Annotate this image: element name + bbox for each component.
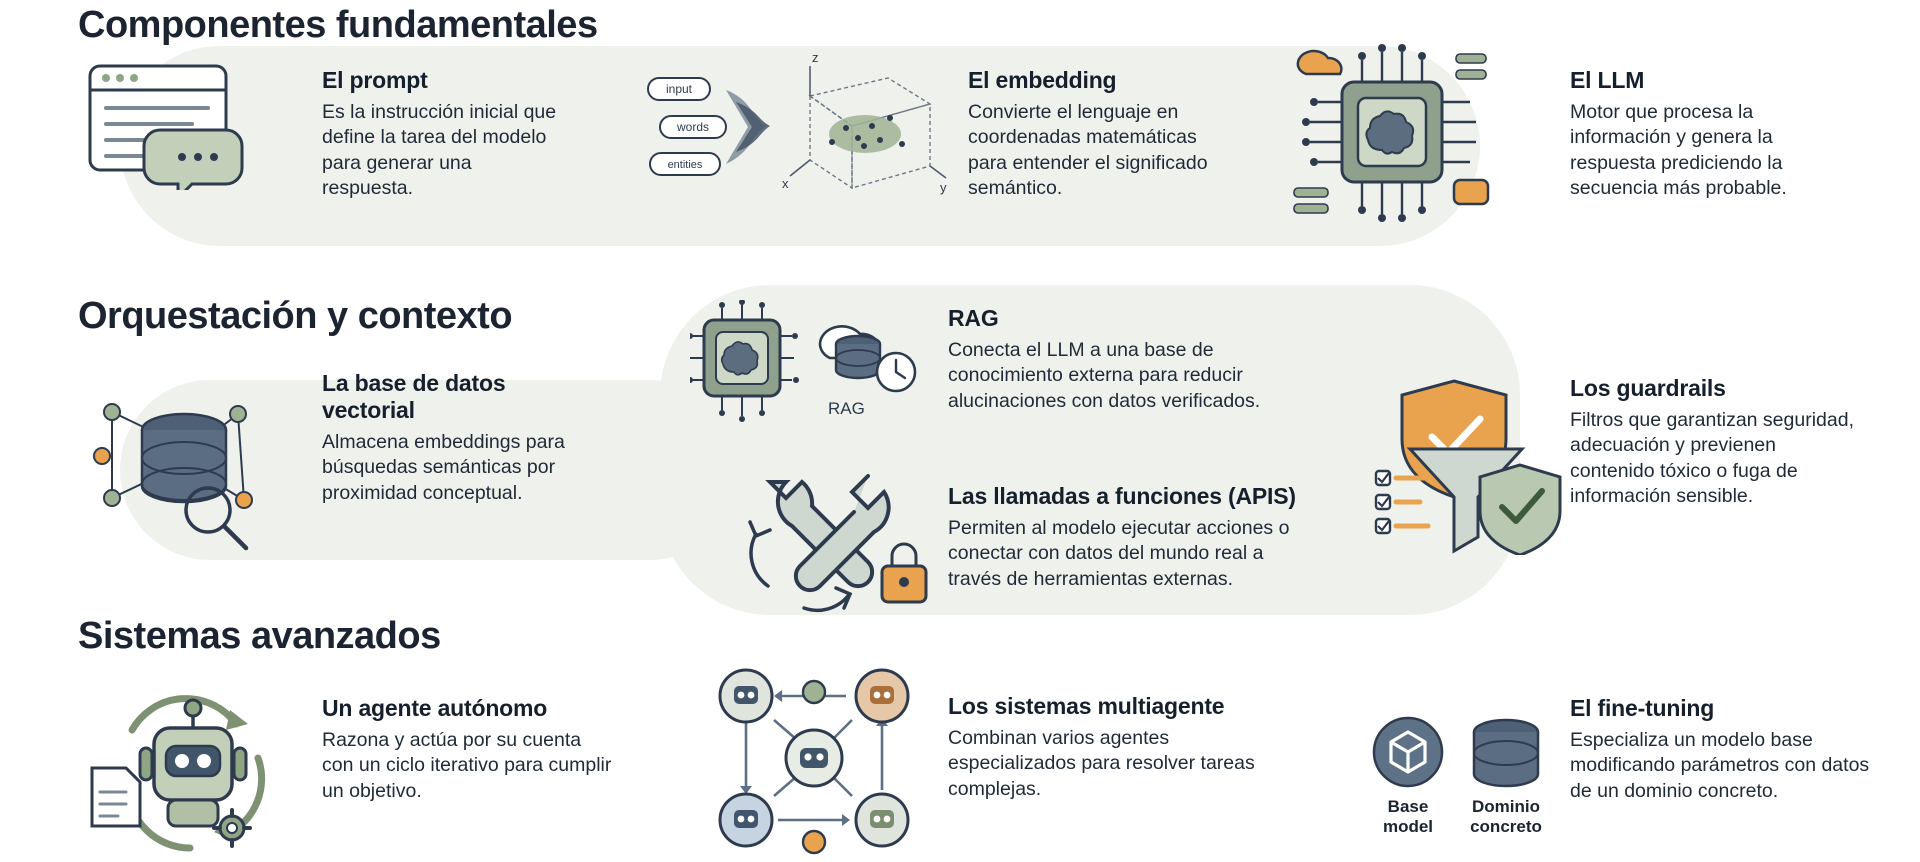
card-title: El embedding bbox=[968, 67, 1117, 93]
card-fine-tuning bbox=[1570, 695, 1870, 804]
card-vector-database bbox=[322, 370, 592, 506]
multiagent-network-icon bbox=[700, 660, 950, 857]
tools-wrench-lock-icon bbox=[740, 468, 950, 618]
card-title: El fine-tuning bbox=[1570, 695, 1715, 721]
card-title: Un agente autónomo bbox=[322, 695, 548, 721]
svg-text:entities: entities bbox=[667, 159, 703, 171]
card-body: Es la instrucción inicial que define la tarea del modelo para generar una respuesta. bbox=[322, 101, 557, 200]
prompt-window-icon bbox=[82, 60, 252, 190]
card-title: La base de datos vectorial bbox=[322, 370, 506, 423]
card-function-calling bbox=[948, 483, 1298, 592]
card-body: Almacena embeddings para búsquedas semánticas por proximidad conceptual. bbox=[322, 431, 565, 504]
card-title: Los guardrails bbox=[1570, 375, 1726, 401]
card-title: RAG bbox=[948, 305, 999, 331]
card-body: Permiten al modelo ejecutar acciones o conectar con datos del mundo real a través de herramientas externas. bbox=[948, 517, 1290, 590]
card-body: Razona y actúa por su cuenta con un ciclo iterativo para cumplir un objetivo. bbox=[322, 729, 612, 802]
svg-text:RAG: RAG bbox=[828, 399, 865, 418]
svg-text:concreto: concreto bbox=[1470, 817, 1542, 836]
section-title-advanced: Sistemas avanzados bbox=[78, 615, 441, 657]
card-multiagent bbox=[948, 693, 1278, 802]
section-title-fundamentals: Componentes fundamentales bbox=[78, 4, 598, 46]
card-llm bbox=[1570, 67, 1835, 201]
card-title: El LLM bbox=[1570, 67, 1645, 93]
svg-text:words: words bbox=[676, 120, 710, 134]
card-embedding bbox=[968, 67, 1228, 201]
svg-text:Base: Base bbox=[1387, 797, 1429, 816]
card-guardrails bbox=[1570, 375, 1860, 509]
svg-text:z: z bbox=[812, 50, 819, 65]
card-body: Conecta el LLM a una base de conocimiento externa para reducir alucinaciones con datos verificados. bbox=[948, 339, 1261, 412]
guardrails-shield-funnel-icon bbox=[1370, 375, 1570, 555]
card-body: Combinan varios agentes especializados para resolver tareas complejas. bbox=[948, 727, 1255, 800]
rag-chip-cloud-icon bbox=[690, 300, 940, 430]
card-title: Los sistemas multiagente bbox=[948, 693, 1225, 719]
svg-text:model: model bbox=[1382, 817, 1434, 836]
card-title: El prompt bbox=[322, 67, 428, 93]
llm-chip-icon bbox=[1278, 30, 1508, 240]
embedding-cube-icon bbox=[640, 48, 960, 208]
card-body: Especializa un modelo base modificando parámetros con datos de un dominio concreto. bbox=[1570, 729, 1870, 802]
svg-text:Dominio: Dominio bbox=[1472, 797, 1540, 816]
svg-text:input: input bbox=[665, 82, 693, 96]
card-body: Convierte el lenguaje en coordenadas matemáticas para entender el significado semántico. bbox=[968, 101, 1208, 200]
fine-tuning-icon bbox=[1358, 700, 1568, 850]
section-title-orchestration: Orquestación y contexto bbox=[78, 295, 513, 337]
card-body: Filtros que garantizan seguridad, adecuación y previenen contenido tóxico o fuga de información sensible. bbox=[1570, 409, 1854, 508]
card-autonomous-agent bbox=[322, 695, 612, 804]
autonomous-agent-robot-icon bbox=[82, 672, 302, 857]
svg-text:x: x bbox=[782, 176, 789, 191]
card-title: Las llamadas a funciones (APIS) bbox=[948, 483, 1296, 509]
svg-text:y: y bbox=[940, 180, 947, 195]
vector-database-icon bbox=[88, 378, 288, 558]
card-rag bbox=[948, 305, 1278, 414]
card-body: Motor que procesa la información y genera la respuesta prediciendo la secuencia más probable. bbox=[1570, 101, 1787, 200]
card-prompt bbox=[322, 67, 562, 201]
